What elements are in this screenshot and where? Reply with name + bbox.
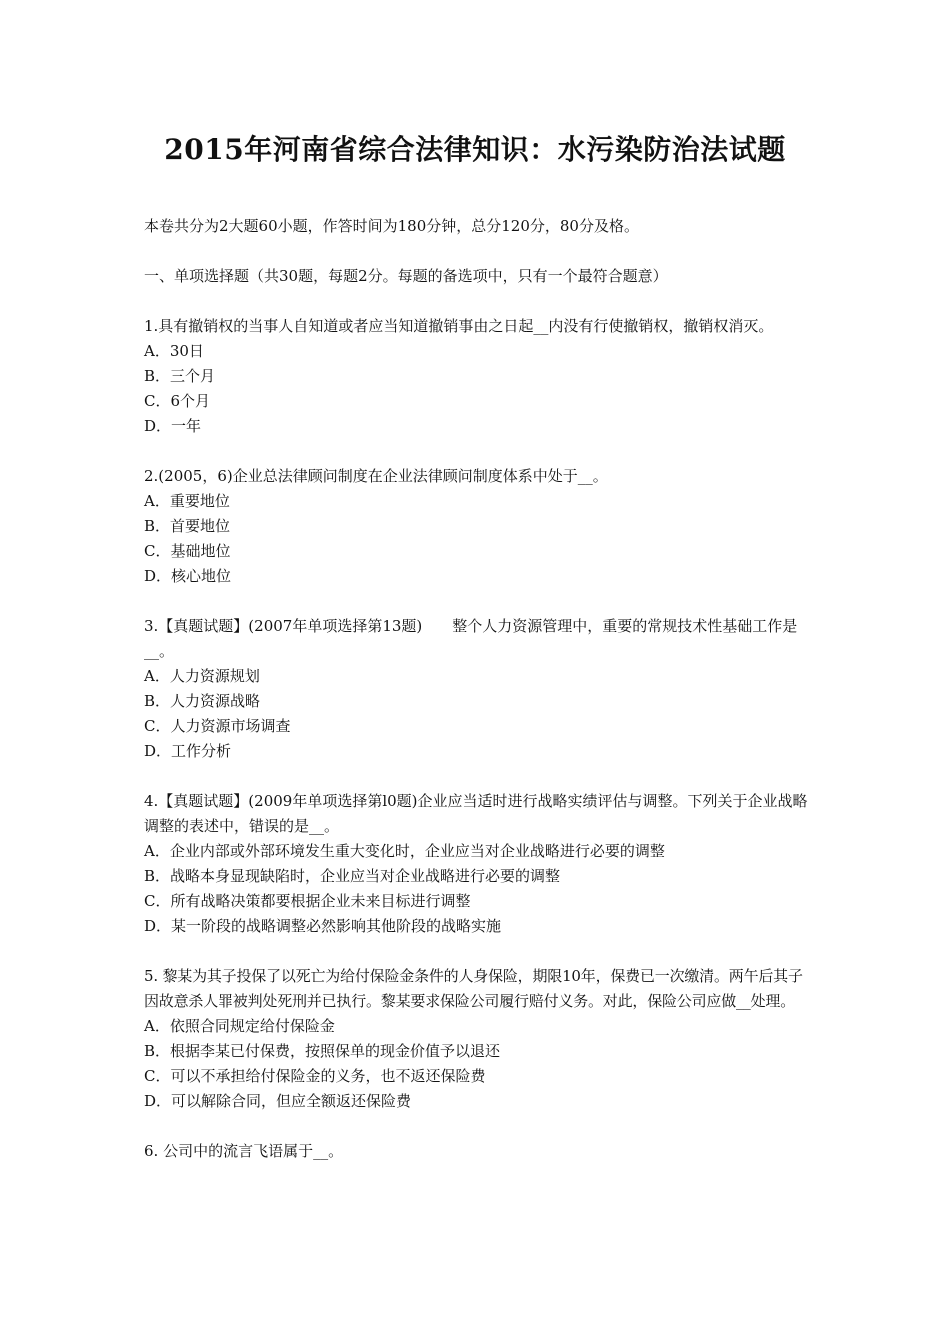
option-d: D．核心地位: [144, 567, 232, 585]
question-6: [144, 1139, 810, 1164]
question-text: 5. 黎某为其子投保了以死亡为给付保险金条件的人身保险，期限10年，保费已一次缴清。两午后其子因故意杀人罪被判处死刑并已执行。黎某要求保险公司履行赔付义务。对此，保险公司应做__处理。: [144, 967, 803, 1010]
option-b: B．首要地位: [144, 517, 231, 535]
question-text: 6. 公司中的流言飞语属于__。: [144, 1142, 344, 1160]
option-c: C．所有战略决策都要根据企业未来目标进行调整: [144, 892, 471, 910]
option-b: B．根据李某已付保费，按照保单的现金价值予以退还: [144, 1042, 501, 1060]
option-a: A．30日: [144, 342, 204, 360]
option-d: D．一年: [144, 417, 202, 435]
option-a: A．人力资源规划: [144, 667, 260, 685]
option-a: A．企业内部或外部环境发生重大变化时，企业应当对企业战略进行必要的调整: [144, 842, 665, 860]
option-d: D．可以解除合同，但应全额返还保险费: [144, 1092, 412, 1110]
question-1: [144, 314, 810, 439]
option-a: A．重要地位: [144, 492, 230, 510]
option-b: B．三个月: [144, 367, 216, 385]
option-c: C．6个月: [144, 392, 211, 410]
question-text: 2.(2005，6)企业总法律顾问制度在企业法律顾问制度体系中处于__。: [144, 467, 608, 485]
question-5: [144, 964, 810, 1114]
question-text: 3.【真题试题】(2007年单项选择第13题) 整个人力资源管理中，重要的常规技术性基础工作是__。: [144, 617, 798, 660]
question-4: [144, 789, 810, 939]
option-b: B．战略本身显现缺陷时，企业应当对企业战略进行必要的调整: [144, 867, 561, 885]
exam-intro: 本卷共分为2大题60小题，作答时间为180分钟，总分120分，80分及格。: [144, 217, 639, 235]
option-a: A．依照合同规定给付保险金: [144, 1017, 335, 1035]
option-d: D．工作分析: [144, 742, 232, 760]
question-text: 4.【真题试题】(2009年单项选择第l0题)企业应当适时进行战略实绩评估与调整。下列关于企业战略调整的表述中，错误的是__。: [144, 792, 808, 835]
option-c: C．可以不承担给付保险金的义务，也不返还保险费: [144, 1067, 486, 1085]
option-b: B．人力资源战略: [144, 692, 261, 710]
document-body: [144, 214, 810, 1189]
option-c: C．人力资源市场调查: [144, 717, 291, 735]
question-text: 1.具有撤销权的当事人自知道或者应当知道撤销事由之日起__内没有行使撤销权，撤销权消灭。: [144, 317, 774, 335]
question-2: [144, 464, 810, 589]
question-3: [144, 614, 810, 764]
document-title: 2015年河南省综合法律知识：水污染防治法试题: [164, 133, 786, 166]
option-c: C．基础地位: [144, 542, 231, 560]
option-d: D．某一阶段的战略调整必然影响其他阶段的战略实施: [144, 917, 502, 935]
section-heading: 一、单项选择题（共30题，每题2分。每题的备选项中，只有一个最符合题意）: [144, 267, 668, 285]
